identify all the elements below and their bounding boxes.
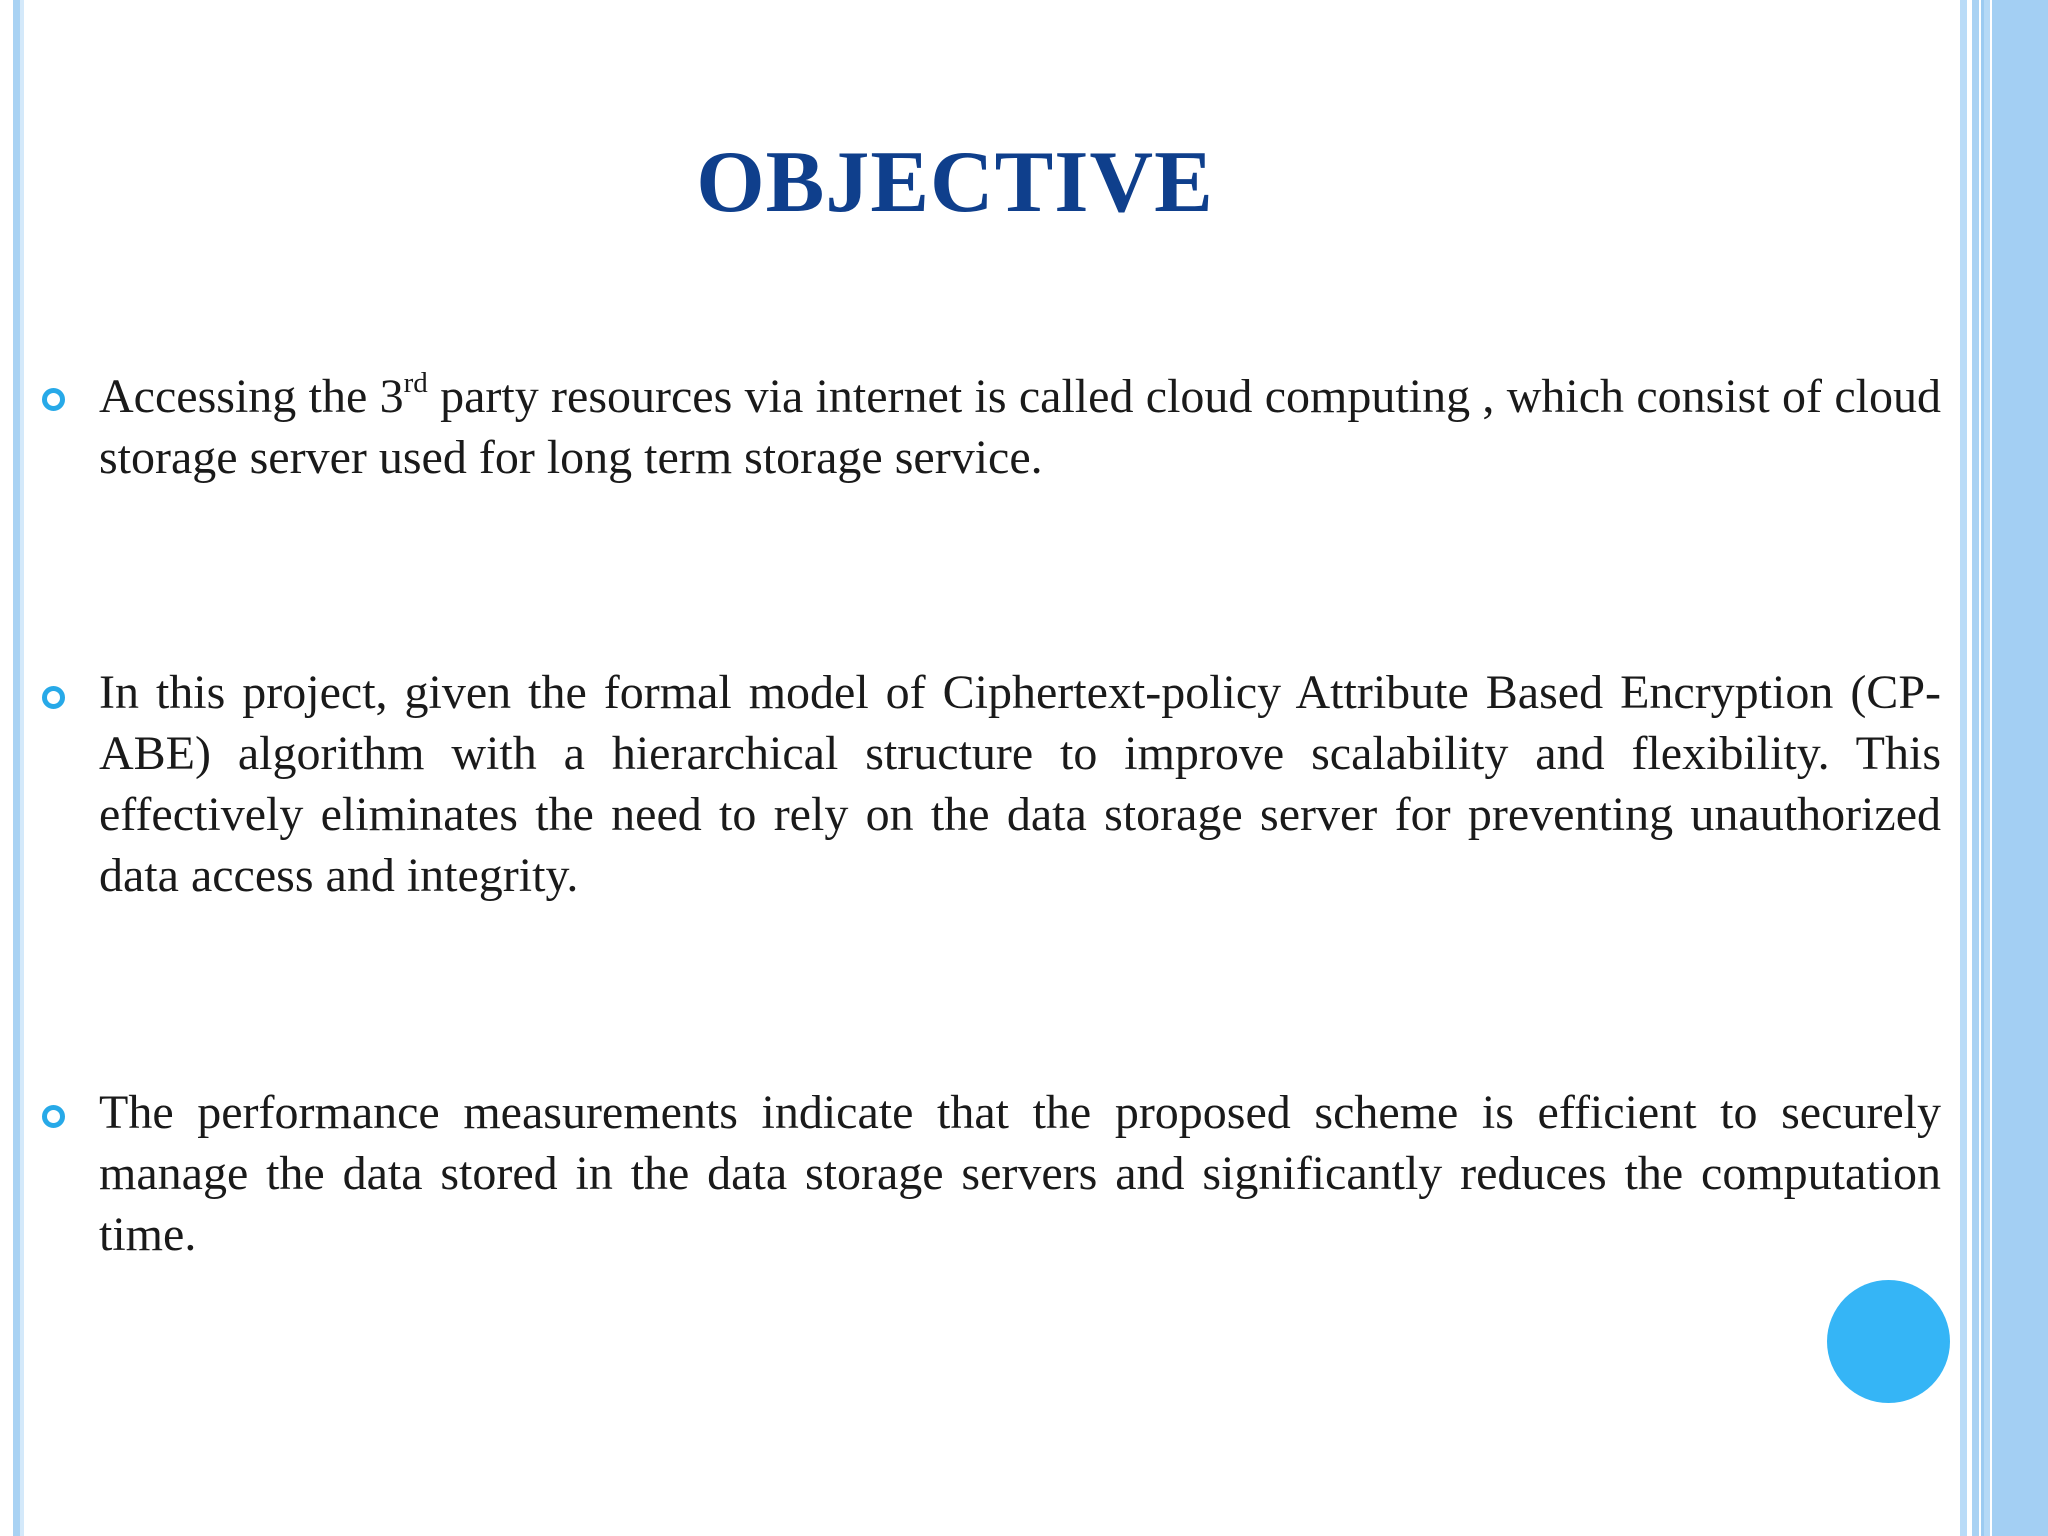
- right-frame-band: [1960, 0, 2048, 1536]
- bullet-ring-icon: [42, 686, 65, 709]
- decorative-circle: [1827, 1280, 1950, 1403]
- bullet-item-performance: The performance measurements indicate that the proposed scheme is efficient to securely manage the data stored in the data storage servers and significantly reduces the computation time.: [99, 1086, 1941, 1261]
- slide-title: OBJECTIVE: [696, 134, 1214, 231]
- bullet-item-cloud-computing: [99, 366, 1941, 488]
- bullet-ring-icon: [42, 1105, 65, 1128]
- bullet-text-part: party resources via internet is called cloud computing , which consist of cloud storage server used for long term storage service.: [99, 370, 1941, 484]
- bullet-ring-icon: [42, 388, 65, 411]
- bullet-text-part: Accessing the 3: [99, 370, 404, 423]
- ordinal-superscript: rd: [403, 367, 428, 399]
- bullet-item-cp-abe: In this project, given the formal model of Ciphertext-policy Attribute Based Encryption (CP-ABE) algorithm with a hierarchical structure to improve scalability and flexibility. This effectively eliminates the need to rely on the data storage server for preventing unauthorized data access and integrity.: [99, 666, 1941, 902]
